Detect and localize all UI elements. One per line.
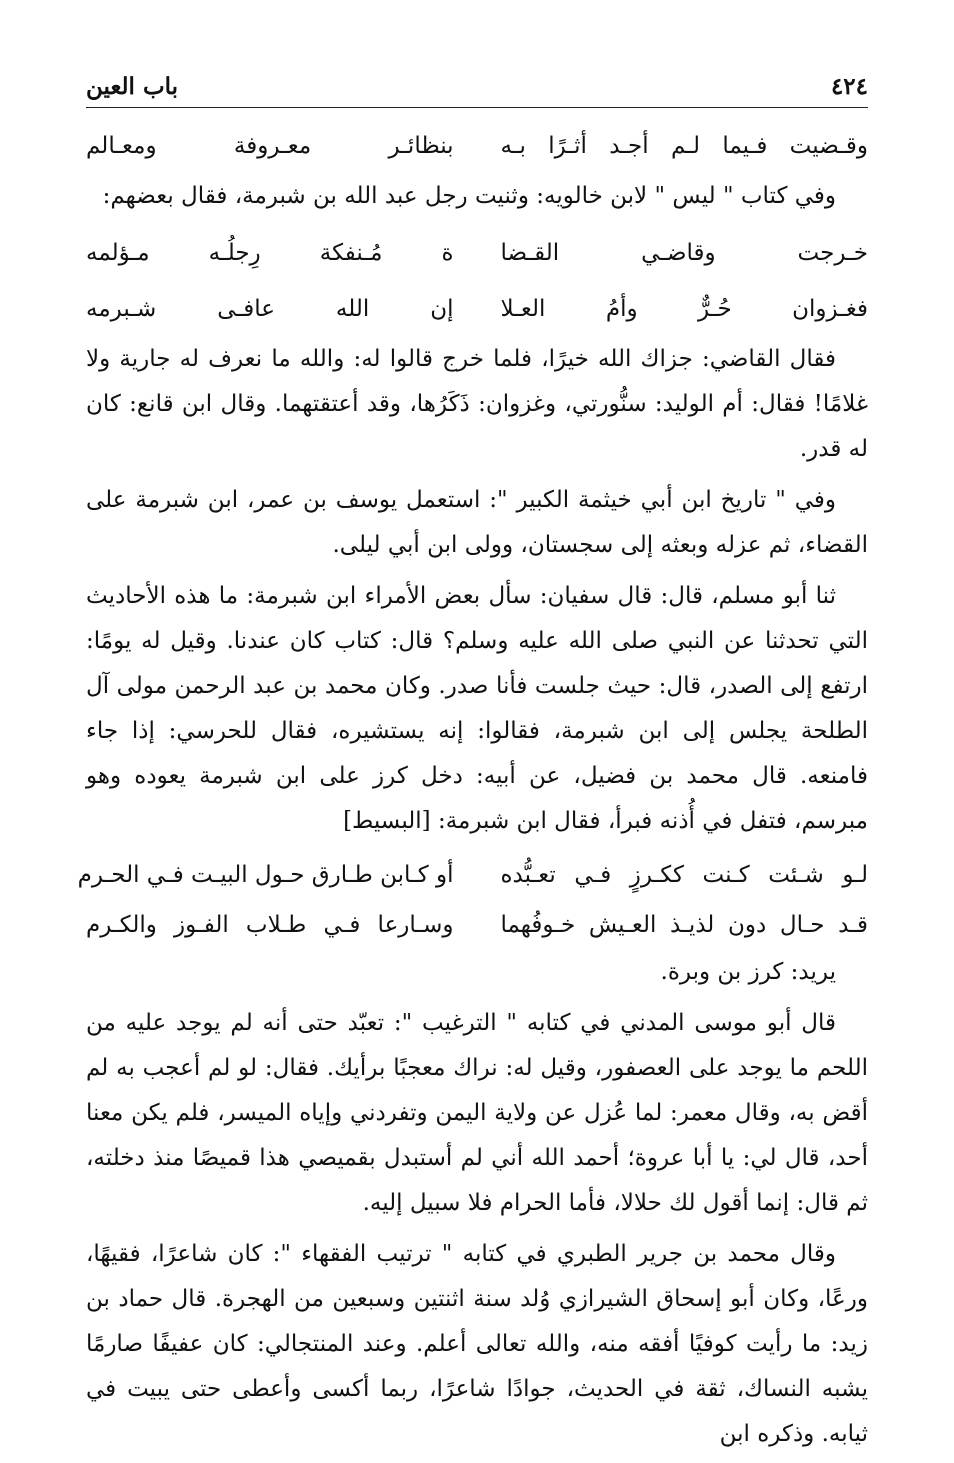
paragraph: وقال محمد بن جرير الطبري في كتابه " ترتيب الفقهاء ": كان شاعرًا، فقيهًا، ورعًا، وكان أبو إسحاق الشيرازي وُلد سنة اثنتين وسبعين من الهجرة. قال حماد بن زيد: ما رأيت كوفيًا أفقه منه، والله تعالى أعلم. وعند المنتجالي: كان عفيفًا صارمًا يشبه النساك، ثقة في الحديث، جوادًا شاعرًا، ربما أكسى وأعطى حتى يبيت في ثيابه. وذكره ابن [86, 1241, 868, 1447]
page-number: ٤٢٤ [830, 73, 868, 100]
verse-second-hemistich: أو كـابن طـارق حـول البيـت فـي الحـرم [77, 862, 454, 888]
verse-first-hemistich: قـد حـال دون لذيـذ العـيش خـوفُهما [500, 912, 868, 938]
verse-second-hemistich: ة مُـنفكة رِجلُـه مـؤلمه [86, 240, 454, 266]
verse-second-hemistich: وسـارعا فـي طـلاب الفـوز والكـرم [86, 912, 454, 938]
header-rule [86, 107, 868, 108]
verse-line [86, 118, 868, 174]
verse-second-hemistich: إن الله عافـى شـبرمه [86, 296, 454, 322]
paragraph: وفي " تاريخ ابن أبي خيثمة الكبير ": استعمل يوسف بن عمر، ابن شبرمة على القضاء، ثم عزله وبعثه إلى سجستان، وولى ابن أبي ليلى. [86, 487, 868, 558]
page-header [86, 60, 868, 100]
verse-line [77, 850, 868, 900]
verse-line [86, 281, 868, 337]
paragraph: قال أبو موسى المدني في كتابه " الترغيب ": تعبّد حتى أنه لم يوجد عليه من اللحم ما يوجد على العصفور، وقيل له: نراك معجبًا برأيك. فقال: لو لم أعجب به لم أقض به، وقال معمر: لما عُزل عن ولاية اليمن وتفردني وإياه الميسر، فلم يكن معنا أحد، قال لي: يا أبا عروة؛ أحمد الله أني لم أستبدل بقميصي هذا قميصًا منذ دخلته، ثم قال: إنما أقول لك حلالا، فأما الحرام فلا سبيل إليه. [86, 1010, 868, 1216]
verse-first-hemistich: فغـزوان حُـرٌّ وأمُ العـلا [500, 296, 868, 322]
page-body [77, 118, 868, 1463]
chapter-title: باب العين [86, 73, 179, 100]
paragraph: وفي كتاب " ليس " لابن خالويه: وثنيت رجل عبد الله بن شبرمة، فقال بعضهم: [102, 183, 836, 209]
paragraph: يريد: كرز بن وبرة. [660, 959, 836, 985]
verse-line [86, 900, 868, 950]
paragraph: ثنا أبو مسلم، قال: قال سفيان: سأل بعض الأمراء ابن شبرمة: ما هذه الأحاديث التي تحدثنا عن النبي صلى الله عليه وسلم؟ قال: كتاب كان عندنا. وقيل له يومًا: ارتفع إلى الصدر، قال: حيث جلست فأنا صدر. وكان محمد بن عبد الرحمن مولى آل الطلحة يجلس إلى ابن شبرمة، فقالوا: إنه يستشيره، فقال للحرسي: إذا جاء فامنعه. قال محمد بن فضيل، عن أبيه: دخل كرز على ابن شبرمة يعوده وهو مبرسم، فتفل في أُذنه فبرأ، فقال ابن شبرمة: [البسيط] [86, 583, 868, 834]
paragraph: فقال القاضي: جزاك الله خيرًا، فلما خرج قالوا له: والله ما نعرف له جارية ولا غلامًا! فقال: أم الوليد: سنُّورتي، وغزوان: ذَكَرُها، وقد أعتقتهما. وقال ابن قانع: كان له قدر. [86, 346, 868, 462]
verse-second-hemistich: بنظائـر معـروفة ومعـالم [86, 133, 454, 159]
verse-first-hemistich: وقـضيت فـيما لـم أجـد أثـرًا بـه [500, 133, 868, 159]
verse-line [86, 225, 868, 281]
verse-first-hemistich: خـرجت وقاضـي القـضا [500, 240, 868, 266]
verse-first-hemistich: لـو شـئت كـنت ككـرزٍ فـي تعـبُّده [500, 862, 868, 888]
